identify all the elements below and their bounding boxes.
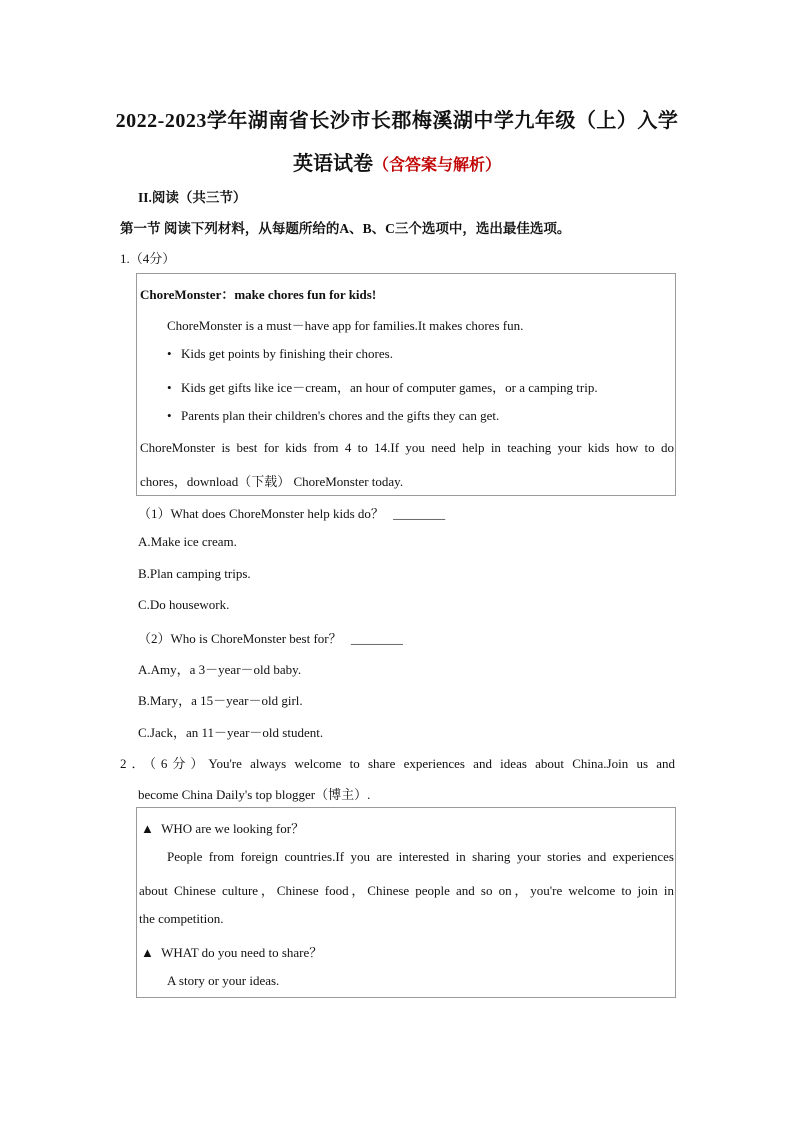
question-1-passage-box [136, 273, 676, 496]
document-title: 2022-2023学年湖南省长沙市长郡梅溪湖中学九年级（上）入学 [115, 110, 679, 132]
passage-1-bullet-2 [167, 377, 598, 396]
passage-1-intro: ChoreMonster is a must－have app for families.It makes chores fun. [167, 318, 524, 333]
question-1-number: 1.（4分） [120, 251, 176, 266]
option-a: A.Make ice cream. [138, 534, 237, 549]
bullet-text: Kids get gifts like ice－cream，an hour of computer games，or a camping trip. [181, 380, 598, 395]
passage-2-para-1-line-3: the competition. [139, 911, 224, 926]
passage-2-heading-1 [141, 818, 304, 837]
passage-2-para-1-line-2: about Chinese culture，Chinese food，Chinese people and so on，you're welcome to join in [139, 883, 674, 898]
passage-1-closing-line-1: ChoreMonster is best for kids from 4 to 14.If you need help in teaching your kids how to do [140, 440, 674, 455]
passage-2-para-2: A story or your ideas. [167, 973, 280, 988]
subtitle-note: （含答案与解析） [372, 157, 501, 174]
heading-text: WHAT do you need to share？ [161, 945, 323, 960]
question-2-passage-box [136, 807, 676, 998]
heading-text: WHO are we looking for？ [161, 821, 305, 836]
option-a: A.Amy，a 3－year－old baby. [138, 662, 302, 677]
bullet-text: Parents plan their children's chores and the gifts they can get. [181, 408, 500, 423]
passage-1-bullet-3 [167, 408, 499, 424]
question-1-sub-1 [138, 503, 445, 522]
passage-2-para-1-line-1: People from foreign countries.If you are interested in sharing your stories and experiences [167, 849, 674, 864]
option-b: B.Plan camping trips. [138, 566, 251, 581]
option-b: B.Mary，a 15－year－old girl. [138, 693, 303, 708]
sub-question-text: （1）What does ChoreMonster help kids do？ [138, 506, 384, 521]
bullet-icon: • [167, 408, 172, 423]
option-c: C.Do housework. [138, 597, 230, 612]
sub-question-text: （2）Who is ChoreMonster best for？ [138, 631, 342, 646]
bullet-icon: • [167, 346, 172, 361]
question-1-sub-2 [138, 628, 403, 647]
answer-blank: ________ [350, 631, 403, 646]
passage-1-title: ChoreMonster：make chores fun for kids! [140, 287, 377, 302]
question-2-intro-line-2: become China Daily's top blogger（博主）. [138, 787, 371, 802]
bullet-text: Kids get points by finishing their chores. [181, 346, 393, 361]
question-2-intro-line-1: 2．（6分）You're always welcome to share experiences and ideas about China.Join us and [120, 756, 675, 771]
passage-2-heading-2 [141, 942, 322, 961]
subtitle-main: 英语试卷 [292, 153, 373, 175]
bullet-icon: • [167, 380, 172, 395]
option-c: C.Jack，an 11－year－old student. [138, 725, 324, 740]
document-subtitle [0, 147, 794, 176]
passage-1-bullet-1 [167, 346, 393, 362]
section-heading: II.阅读（共三节） [138, 190, 247, 205]
answer-blank: ________ [393, 506, 446, 521]
triangle-icon: ▲ [141, 945, 154, 960]
triangle-icon: ▲ [141, 821, 154, 836]
passage-1-closing-line-2: chores，download（下载） ChoreMonster today. [140, 474, 404, 489]
section-instruction: 第一节 阅读下列材料，从每题所给的A、B、C三个选项中，选出最佳选项。 [120, 221, 571, 236]
